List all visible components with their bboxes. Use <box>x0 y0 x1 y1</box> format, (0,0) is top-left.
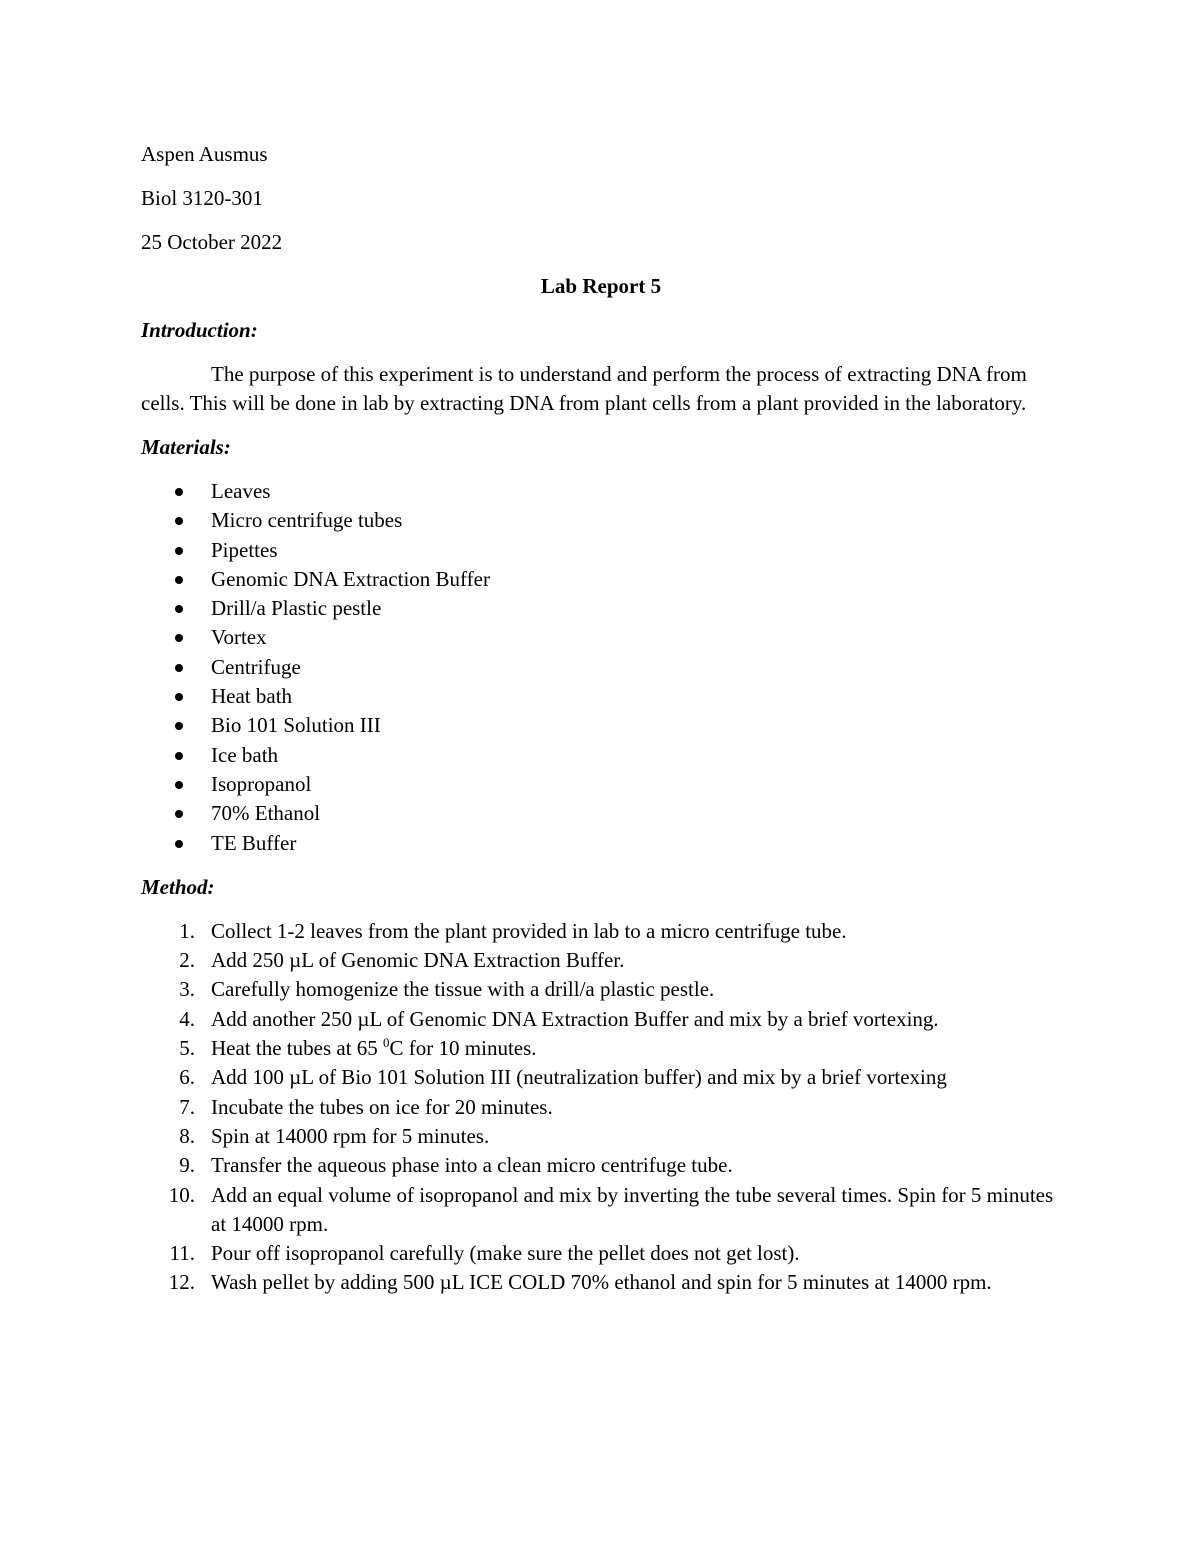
step-number: 11. <box>169 1241 195 1266</box>
materials-list <box>141 477 1061 858</box>
list-item <box>141 1181 1061 1240</box>
bullet-icon <box>175 547 183 555</box>
material-item-text: TE Buffer <box>211 830 297 855</box>
list-item <box>141 975 1061 1004</box>
step-text: Collect 1-2 leaves from the plant provided in lab to a micro centrifuge tube. <box>211 918 847 943</box>
bullet-icon <box>175 664 183 672</box>
step-text-before: Heat the tubes at 65 <box>211 1036 384 1061</box>
bullet-icon <box>175 517 183 525</box>
list-item <box>141 506 1061 535</box>
step-text: Incubate the tubes on ice for 20 minutes. <box>211 1094 553 1119</box>
list-item <box>141 829 1061 858</box>
step-number: 3. <box>179 977 195 1002</box>
list-item <box>141 741 1061 770</box>
list-item <box>141 477 1061 506</box>
material-item-text: Ice bath <box>211 742 279 767</box>
materials-heading: Materials: <box>141 435 231 459</box>
step-text: Pour off isopropanol carefully (make sure the pellet does not get lost). <box>211 1241 800 1266</box>
list-item <box>141 1005 1061 1034</box>
bullet-icon <box>175 840 183 848</box>
step-text: Transfer the aqueous phase into a clean micro centrifuge tube. <box>211 1153 733 1178</box>
step-text: Spin at 14000 rpm for 5 minutes. <box>211 1123 490 1148</box>
material-item-text: Bio 101 Solution III <box>211 713 381 738</box>
step-number: 2. <box>179 948 195 973</box>
step-number: 12. <box>168 1270 195 1295</box>
degree-superscript: 0 <box>383 1035 390 1051</box>
bullet-icon <box>175 810 183 818</box>
step-text: Carefully homogenize the tissue with a drill/a plastic pestle. <box>211 977 715 1002</box>
step-text: Add another 250 µL of Genomic DNA Extraction Buffer and mix by a brief vortexing. <box>211 1006 939 1031</box>
author-name: Aspen Ausmus <box>141 142 268 166</box>
list-item <box>141 770 1061 799</box>
list-item <box>141 711 1061 740</box>
bullet-icon <box>175 752 183 760</box>
list-item <box>141 1093 1061 1122</box>
document-content <box>141 140 1061 1298</box>
step-text: Add 100 µL of Bio 101 Solution III (neutralization buffer) and mix by a brief vortexing <box>211 1065 947 1090</box>
step-number: 10. <box>168 1182 195 1207</box>
material-item-text: Drill/a Plastic pestle <box>211 596 382 621</box>
list-item <box>141 623 1061 652</box>
list-item <box>141 594 1061 623</box>
step-number: 4. <box>179 1006 195 1031</box>
list-item <box>141 1239 1061 1268</box>
list-item <box>141 536 1061 565</box>
step-number: 5. <box>179 1036 195 1061</box>
bullet-icon <box>175 576 183 584</box>
material-item-text: Leaves <box>211 479 271 503</box>
list-item <box>141 799 1061 828</box>
step-number: 8. <box>179 1123 195 1148</box>
list-item <box>141 653 1061 682</box>
material-item-text: Micro centrifuge tubes <box>211 508 403 533</box>
method-heading: Method: <box>141 874 215 899</box>
material-item-text: Vortex <box>211 625 267 650</box>
bullet-icon <box>175 722 183 730</box>
step-number: 6. <box>179 1065 195 1090</box>
material-item-text: Genomic DNA Extraction Buffer <box>211 566 490 591</box>
list-item <box>141 565 1061 594</box>
report-date: 25 October 2022 <box>141 230 283 254</box>
step-text: Add 250 µL of Genomic DNA Extraction Buffer. <box>211 948 625 973</box>
step-number: 9. <box>179 1153 195 1178</box>
step-number: 1. <box>179 918 195 943</box>
material-item-text: 70% Ethanol <box>211 801 321 826</box>
method-steps-list <box>141 917 1061 1298</box>
introduction-heading: Introduction: <box>141 318 258 342</box>
step-text: Wash pellet by adding 500 µL ICE COLD 70% ethanol and spin for 5 minutes at 14000 rpm. <box>211 1270 992 1295</box>
step-text-after: C for 10 minutes. <box>389 1036 537 1061</box>
list-item <box>141 682 1061 711</box>
course-code: Biol 3120-301 <box>141 186 263 210</box>
report-title: Lab Report 5 <box>540 274 662 298</box>
list-item <box>141 1063 1061 1092</box>
list-item <box>141 1034 1061 1063</box>
material-item-text: Heat bath <box>211 684 293 709</box>
material-item-text: Isopropanol <box>211 771 312 796</box>
bullet-icon <box>175 781 183 789</box>
bullet-icon <box>175 634 183 642</box>
bullet-icon <box>175 693 183 701</box>
bullet-icon <box>175 605 183 613</box>
list-item <box>141 946 1061 975</box>
list-item <box>141 917 1061 946</box>
list-item <box>141 1122 1061 1151</box>
step-number: 7. <box>179 1094 195 1119</box>
material-item-text: Pipettes <box>211 537 278 562</box>
material-item-text: Centrifuge <box>211 654 301 679</box>
list-item <box>141 1151 1061 1180</box>
list-item <box>141 1268 1061 1297</box>
step-text: Add an equal volume of isopropanol and mix by inverting the tube several times. Spin for 5 minutes at 14000 rpm. <box>211 1182 1054 1236</box>
introduction-paragraph: The purpose of this experiment is to understand and perform the process of extracting DNA from cells. This will be done in lab by extracting DNA from plant cells from a plant provided in the laboratory. <box>141 362 1027 415</box>
bullet-icon <box>175 488 183 496</box>
